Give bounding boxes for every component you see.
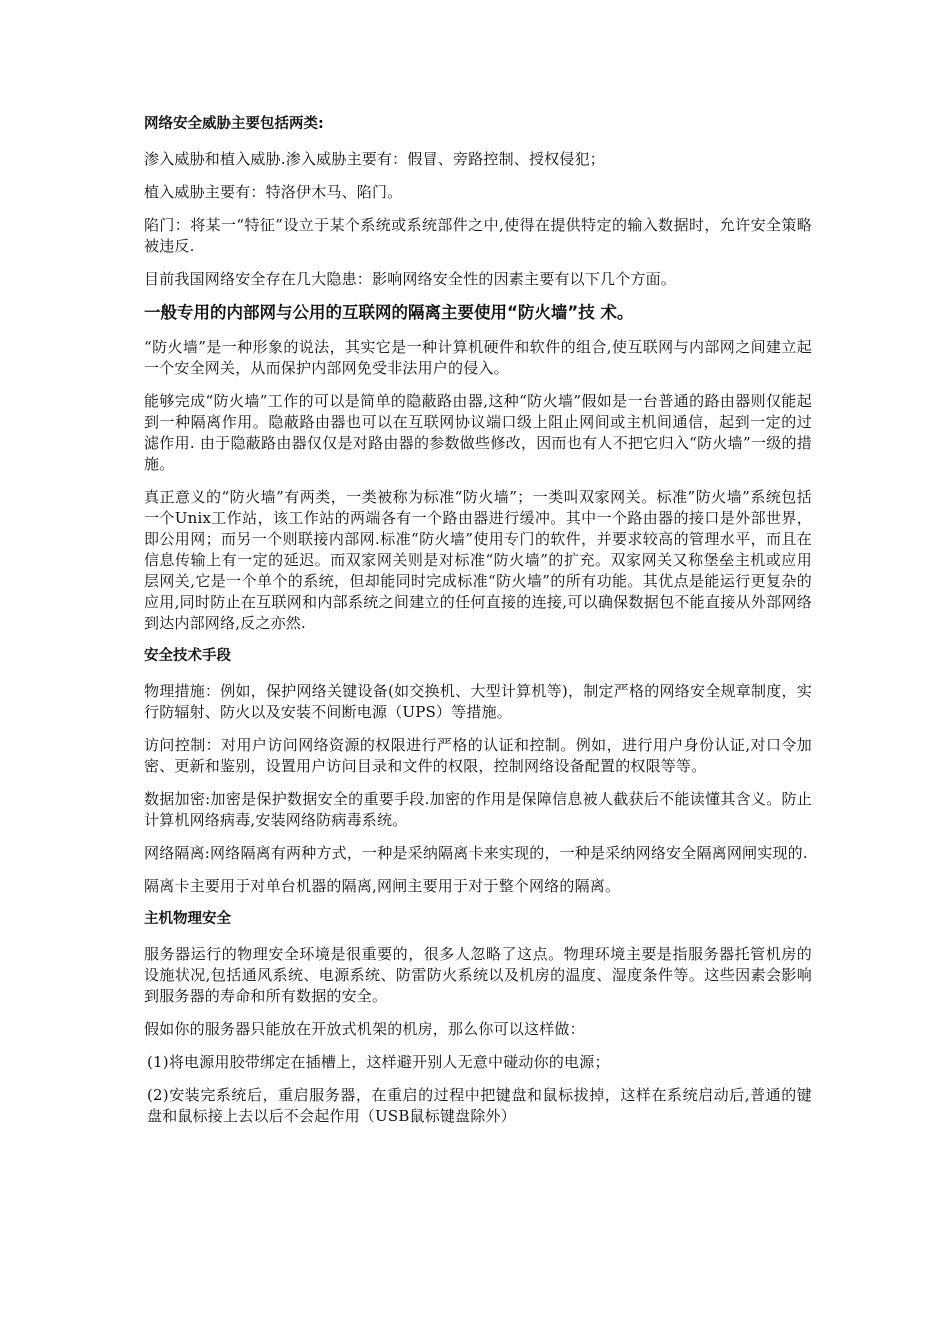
- paragraph-implant-threats: 植入威胁主要有：特洛伊木马、陷门。: [144, 183, 403, 201]
- paragraph-physical-measures: 物理措施：例如，保护网络关键设备(如交换机、大型计算机等)，制定严格的网络安全规章制度，实行防辐射、防火以及安装不间断电源（UPS）等措施。: [144, 682, 812, 721]
- heading-host-physical-security: 主机物理安全: [144, 911, 231, 927]
- paragraph-data-encryption: 数据加密:加密是保护数据安全的重要手段.加密的作用是保障信息被人截获后不能读懂其含义。防止计算机网络病毒,安装网络防病毒系统。: [144, 790, 812, 829]
- heading-security-means: 安全技术手段: [144, 648, 231, 664]
- list-item-unplug-keyboard: (2)安装完系统后，重启服务器，在重启的过程中把键盘和鼠标拔掉，这样在系统启动后,普通的键盘和鼠标接上去以后不会起作用（USB鼠标键盘除外）: [147, 1086, 812, 1125]
- paragraph-access-control: 访问控制：对用户访问网络资源的权限进行严格的认证和控制。例如，进行用户身份认证,对口令加密、更新和鉴别，设置用户访问目录和文件的权限，控制网络设备配置的权限等等。: [144, 736, 812, 775]
- paragraph-threat-categories: 渗入威胁和植入威胁.渗入威胁主要有：假冒、旁路控制、授权侵犯；: [144, 150, 605, 168]
- paragraph-real-firewall: 真正意义的“防火墙”有两类，一类被称为标准“防火墙”；一类叫双家网关。标准”防火墙”系统包括一个Unix工作站，该工作站的两端各有一个路由器进行缓冲。其中一个路由器的接口是外部世界，即公用网；而另一个则联接内部网.标准“防火墙”使用专门的软件，并要求较高的管理水平，而且在信息传输上有一定的延迟。而双家网关则是对标准“防火墙”的扩充。双家网关又称堡垒主机或应用层网关,它是一个单个的系统，但却能同时完成标准“防火墙”的所有功能。其优点是能运行更复杂的应用,同时防止在互联网和内部系统之间建立的任何直接的连接,可以确保数据包不能直接从外部网络到达内部网络,反之亦然.: [144, 488, 812, 632]
- heading-firewall: 一般专用的内部网与公用的互联网的隔离主要使用“防火墙”技 术。: [144, 303, 634, 322]
- document-page: [144, 114, 812, 1139]
- list-item-power-tape: (1)将电源用胶带绑定在插槽上，这样避开别人无意中碰动你的电源；: [147, 1053, 610, 1071]
- paragraph-network-isolation: 网络隔离:网络隔离有两种方式，一种是采纳隔离卡来实现的，一种是采纳网络安全隔离网闸实现的.: [144, 844, 808, 862]
- paragraph-trapdoor: 陷门：将某一“特征”设立于某个系统或系统部件之中,使得在提供特定的输入数据时，允许安全策略被违反.: [144, 216, 812, 255]
- paragraph-isolation-card: 隔离卡主要用于对单台机器的隔离,网闸主要用于对于整个网络的隔离。: [144, 877, 621, 895]
- paragraph-screening-router: 能够完成“防火墙”工作的可以是简单的隐蔽路由器,这种“防火墙”假如是一台普通的路由器则仅能起到一种隔离作用。隐蔽路由器也可以在互联网协议端口级上阻止网间或主机间通信，起到一定的过滤作用. 由于隐蔽路由器仅仅是对路由器的参数做些修改，因而也有人不把它归入“防火墙”一级的措施。: [144, 392, 812, 473]
- paragraph-server-environment: 服务器运行的物理安全环境是很重要的，很多人忽略了这点。物理环境主要是指服务器托管机房的设施状况,包括通风系统、电源系统、防雷防火系统以及机房的温度、湿度条件等。这些因素会影响到服务器的寿命和所有数据的安全。: [144, 945, 812, 1005]
- heading-threat-types: 网络安全威胁主要包括两类:: [144, 116, 324, 132]
- paragraph-open-rack: 假如你的服务器只能放在开放式机架的机房，那么你可以这样做：: [144, 1020, 585, 1038]
- paragraph-hazards: 目前我国网络安全存在几大隐患：影响网络安全性的因素主要有以下几个方面。: [144, 270, 677, 288]
- paragraph-firewall-definition: “防火墙”是一种形象的说法，其实它是一种计算机硬件和软件的组合,使互联网与内部网之间建立起 一个安全网关，从而保护内部网免受非法用户的侵入。: [144, 338, 812, 377]
